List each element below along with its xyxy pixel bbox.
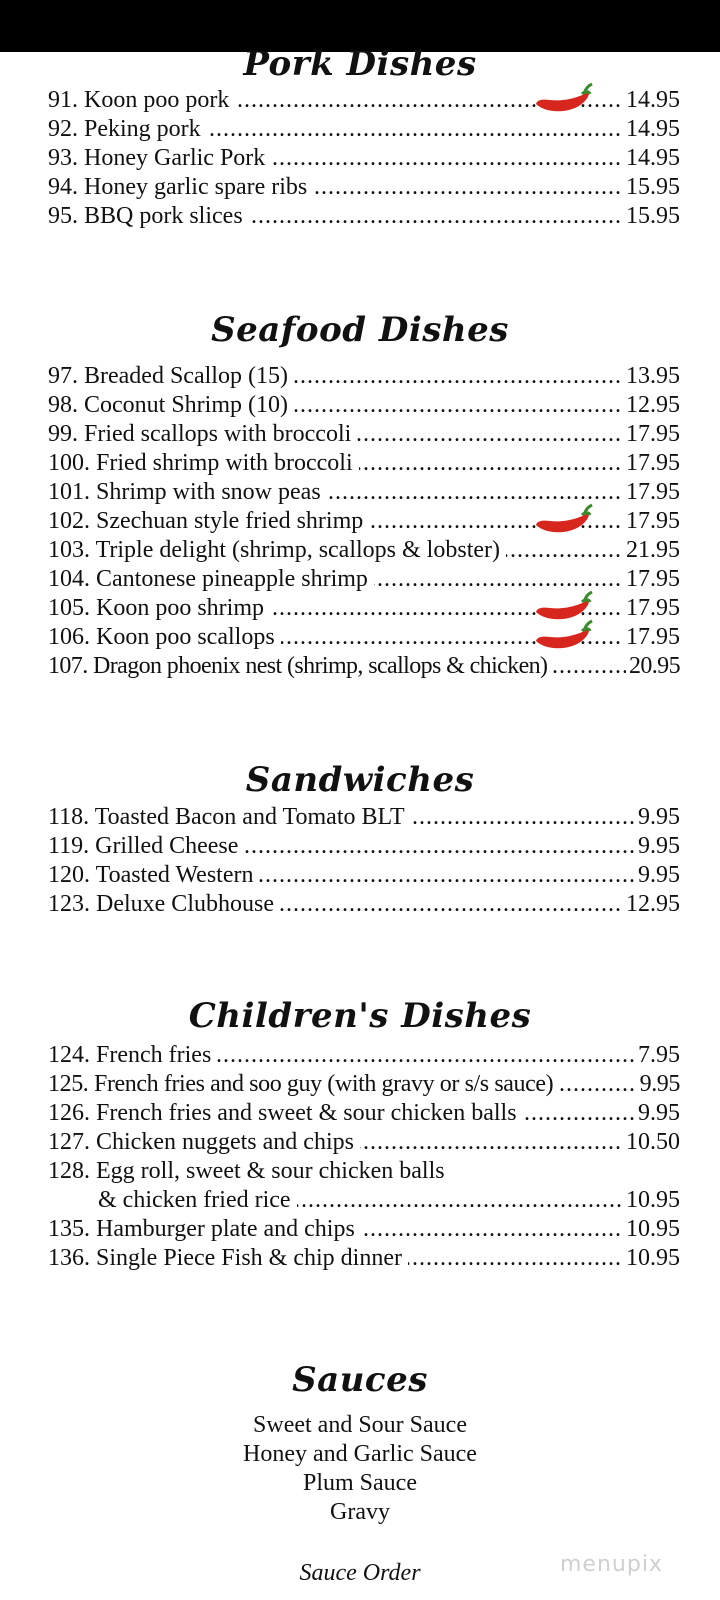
item-price: 10.95 (623, 1215, 680, 1244)
item-name: 103. Triple delight (shrimp, scallops & lobster) (48, 536, 506, 565)
menu-item (48, 536, 680, 565)
item-price: 20.95 (626, 652, 680, 681)
item-price: 17.95 (623, 594, 680, 623)
section-title-sauces: Sauces (292, 1360, 428, 1400)
item-price: 9.95 (637, 1070, 680, 1099)
item-name: 107. Dragon phoenix nest (shrimp, scallops & chicken) (48, 652, 553, 681)
item-name-continuation: & chicken fried rice (98, 1186, 297, 1215)
item-name: 92. Peking pork (48, 115, 207, 144)
item-name: 127. Chicken nuggets and chips (48, 1128, 360, 1157)
menu-item (48, 1041, 680, 1070)
item-price: 10.95 (623, 1244, 680, 1273)
item-name: 100. Fried shrimp with broccoli (48, 449, 359, 478)
item-name: 118. Toasted Bacon and Tomato BLT (48, 803, 411, 832)
sauce-order-label: Sauce Order (299, 1560, 421, 1586)
chili-pepper-icon (532, 619, 594, 655)
item-price: 12.95 (623, 890, 680, 919)
item-name: 128. Egg roll, sweet & sour chicken balls (48, 1157, 451, 1186)
item-price: 17.95 (623, 478, 680, 507)
item-price: 21.95 (623, 536, 680, 565)
menu-item-continuation (98, 1186, 680, 1215)
item-name: 106. Koon poo scallops (48, 623, 281, 652)
sauce-item: Gravy (330, 1499, 390, 1525)
menu-item (48, 86, 680, 115)
section-title-sandwiches: Sandwiches (245, 760, 475, 800)
item-price: 17.95 (623, 507, 680, 536)
item-name: 97. Breaded Scallop (15) (48, 362, 294, 391)
menu-item (48, 1070, 680, 1099)
sauce-item: Honey and Garlic Sauce (243, 1441, 477, 1467)
item-name: 136. Single Piece Fish & chip dinner (48, 1244, 408, 1273)
watermark: menupix (560, 1552, 663, 1577)
menu-item (48, 202, 680, 231)
item-price: 10.95 (623, 1186, 680, 1215)
item-name: 95. BBQ pork slices (48, 202, 249, 231)
item-name: 101. Shrimp with snow peas (48, 478, 327, 507)
menu-item (48, 890, 680, 919)
item-name: 123. Deluxe Clubhouse (48, 890, 280, 919)
menu-item (48, 173, 680, 202)
item-price: 17.95 (623, 623, 680, 652)
item-price: 17.95 (623, 565, 680, 594)
menu-item (48, 144, 680, 173)
item-price: 14.95 (623, 144, 680, 173)
chili-pepper-icon (532, 82, 594, 118)
menu-item (48, 1099, 680, 1128)
menu-item (48, 832, 680, 861)
menu-item (48, 362, 680, 391)
menu-item (48, 803, 680, 832)
menu-item (48, 623, 680, 652)
menu-item (48, 1157, 680, 1186)
menu-item (48, 391, 680, 420)
item-price: 12.95 (623, 391, 680, 420)
item-price: 15.95 (623, 173, 680, 202)
item-price: 13.95 (623, 362, 680, 391)
item-name: 126. French fries and sweet & sour chicken balls (48, 1099, 523, 1128)
menu-item (48, 1128, 680, 1157)
menu-item (48, 652, 680, 681)
section-title-pork: Pork Dishes (243, 44, 477, 84)
item-name: 94. Honey garlic spare ribs (48, 173, 313, 202)
menu-item (48, 507, 680, 536)
item-price: 15.95 (623, 202, 680, 231)
sauce-item: Plum Sauce (303, 1470, 417, 1496)
item-price: 17.95 (623, 420, 680, 449)
item-name: 124. French fries (48, 1041, 217, 1070)
item-name: 91. Koon poo pork (48, 86, 235, 115)
item-price: 7.95 (635, 1041, 680, 1070)
item-price: 9.95 (635, 1099, 680, 1128)
item-name: 98. Coconut Shrimp (10) (48, 391, 294, 420)
item-price: 17.95 (623, 449, 680, 478)
item-name: 93. Honey Garlic Pork (48, 144, 271, 173)
item-price: 14.95 (623, 86, 680, 115)
item-price: 14.95 (623, 115, 680, 144)
section-title-seafood: Seafood Dishes (211, 310, 509, 350)
item-name: 120. Toasted Western (48, 861, 259, 890)
section-title-children: Children's Dishes (188, 996, 532, 1036)
item-name: 135. Hamburger plate and chips (48, 1215, 361, 1244)
item-name: 105. Koon poo shrimp (48, 594, 270, 623)
menu-item (48, 115, 680, 144)
menu-item (48, 449, 680, 478)
chili-pepper-icon (532, 503, 594, 539)
item-name: 99. Fried scallops with broccoli (48, 420, 357, 449)
item-name: 102. Szechuan style fried shrimp (48, 507, 369, 536)
menu-item (48, 1244, 680, 1273)
item-price: 9.95 (635, 803, 680, 832)
menu-item (48, 861, 680, 890)
item-price: 9.95 (635, 832, 680, 861)
menu-item (48, 420, 680, 449)
item-name: 125. French fries and soo guy (with gravy or s/s sauce) (48, 1070, 559, 1099)
item-name: 119. Grilled Cheese (48, 832, 244, 861)
sauce-item: Sweet and Sour Sauce (253, 1412, 467, 1438)
menu-item (48, 1215, 680, 1244)
item-price: 9.95 (635, 861, 680, 890)
item-name: 104. Cantonese pineapple shrimp (48, 565, 374, 594)
item-price: 10.50 (623, 1128, 680, 1157)
